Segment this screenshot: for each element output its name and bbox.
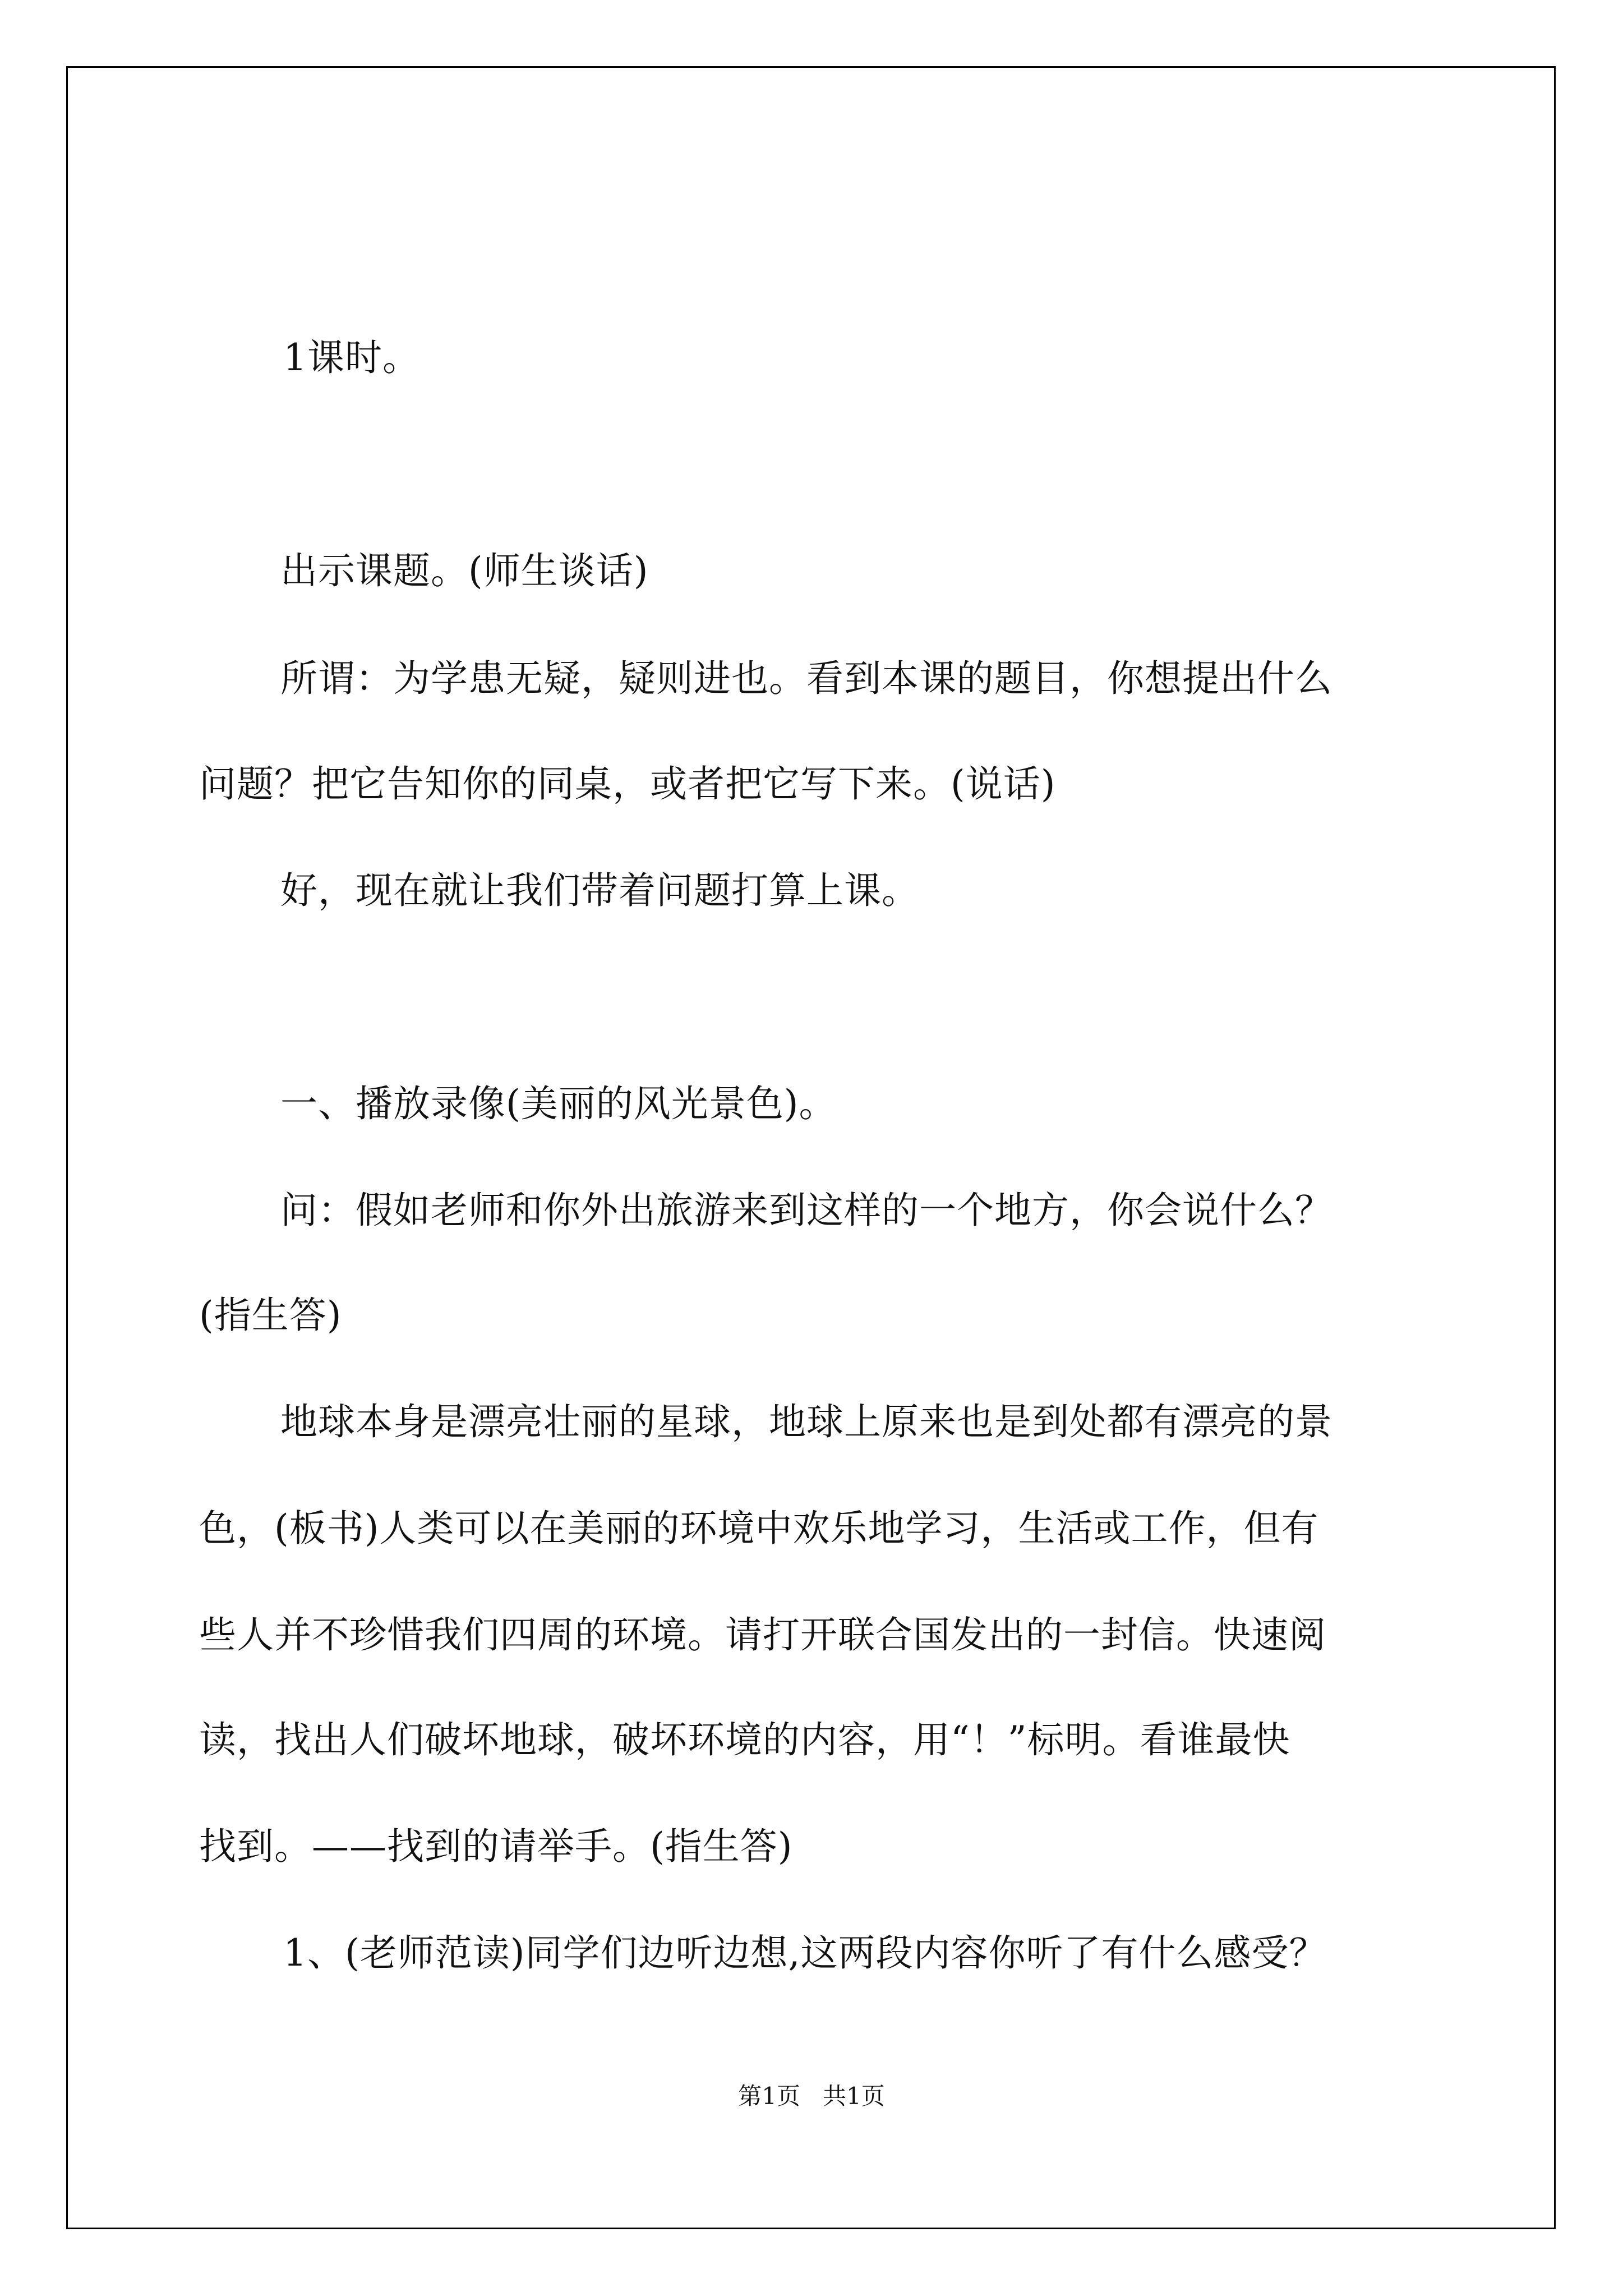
paragraph-earth-line4: 读，找出人们破坏地球，破坏环境的内容，用“！”标明。看谁最快	[199, 1718, 1290, 1761]
paragraph-earth-line5: 找到。——找到的请举手。(指生答)	[199, 1825, 793, 1868]
paragraph-earth-line3: 些人并不珍惜我们四周的环境。请打开联合国发出的一封信。快速阅	[199, 1613, 1326, 1657]
paragraph-doubt-line2: 问题？把它告知你的同桌，或者把它写下来。(说话)	[199, 762, 1056, 806]
paragraph-start-class: 好，现在就让我们带着问题打算上课。	[280, 869, 919, 912]
paragraph-class-hours: 1课时。	[283, 336, 420, 379]
paragraph-earth-line1: 地球本身是漂亮壮丽的星球，地球上原来也是到处都有漂亮的景	[280, 1400, 1332, 1443]
paragraph-play-video: 一、播放录像(美丽的风光景色)。	[280, 1082, 837, 1125]
paragraph-show-topic: 出示课题。(师生谈话)	[280, 549, 649, 592]
paragraph-question-line1: 问：假如老师和你外出旅游来到这样的一个地方，你会说什么？	[280, 1189, 1332, 1232]
page-footer: 第1页 共1页	[738, 2082, 885, 2110]
paragraph-doubt-line1: 所谓：为学患无疑，疑则进也。看到本课的题目，你想提出什么	[280, 657, 1332, 700]
page-border	[66, 66, 1556, 2229]
paragraph-question-line2: (指生答)	[199, 1294, 342, 1337]
paragraph-teacher-reading: 1、(老师范读)同学们边听边想,这两段内容你听了有什么感受？	[283, 1931, 1327, 1975]
paragraph-earth-line2: 色，(板书)人类可以在美丽的环境中欢乐地学习，生活或工作，但有	[199, 1507, 1319, 1550]
